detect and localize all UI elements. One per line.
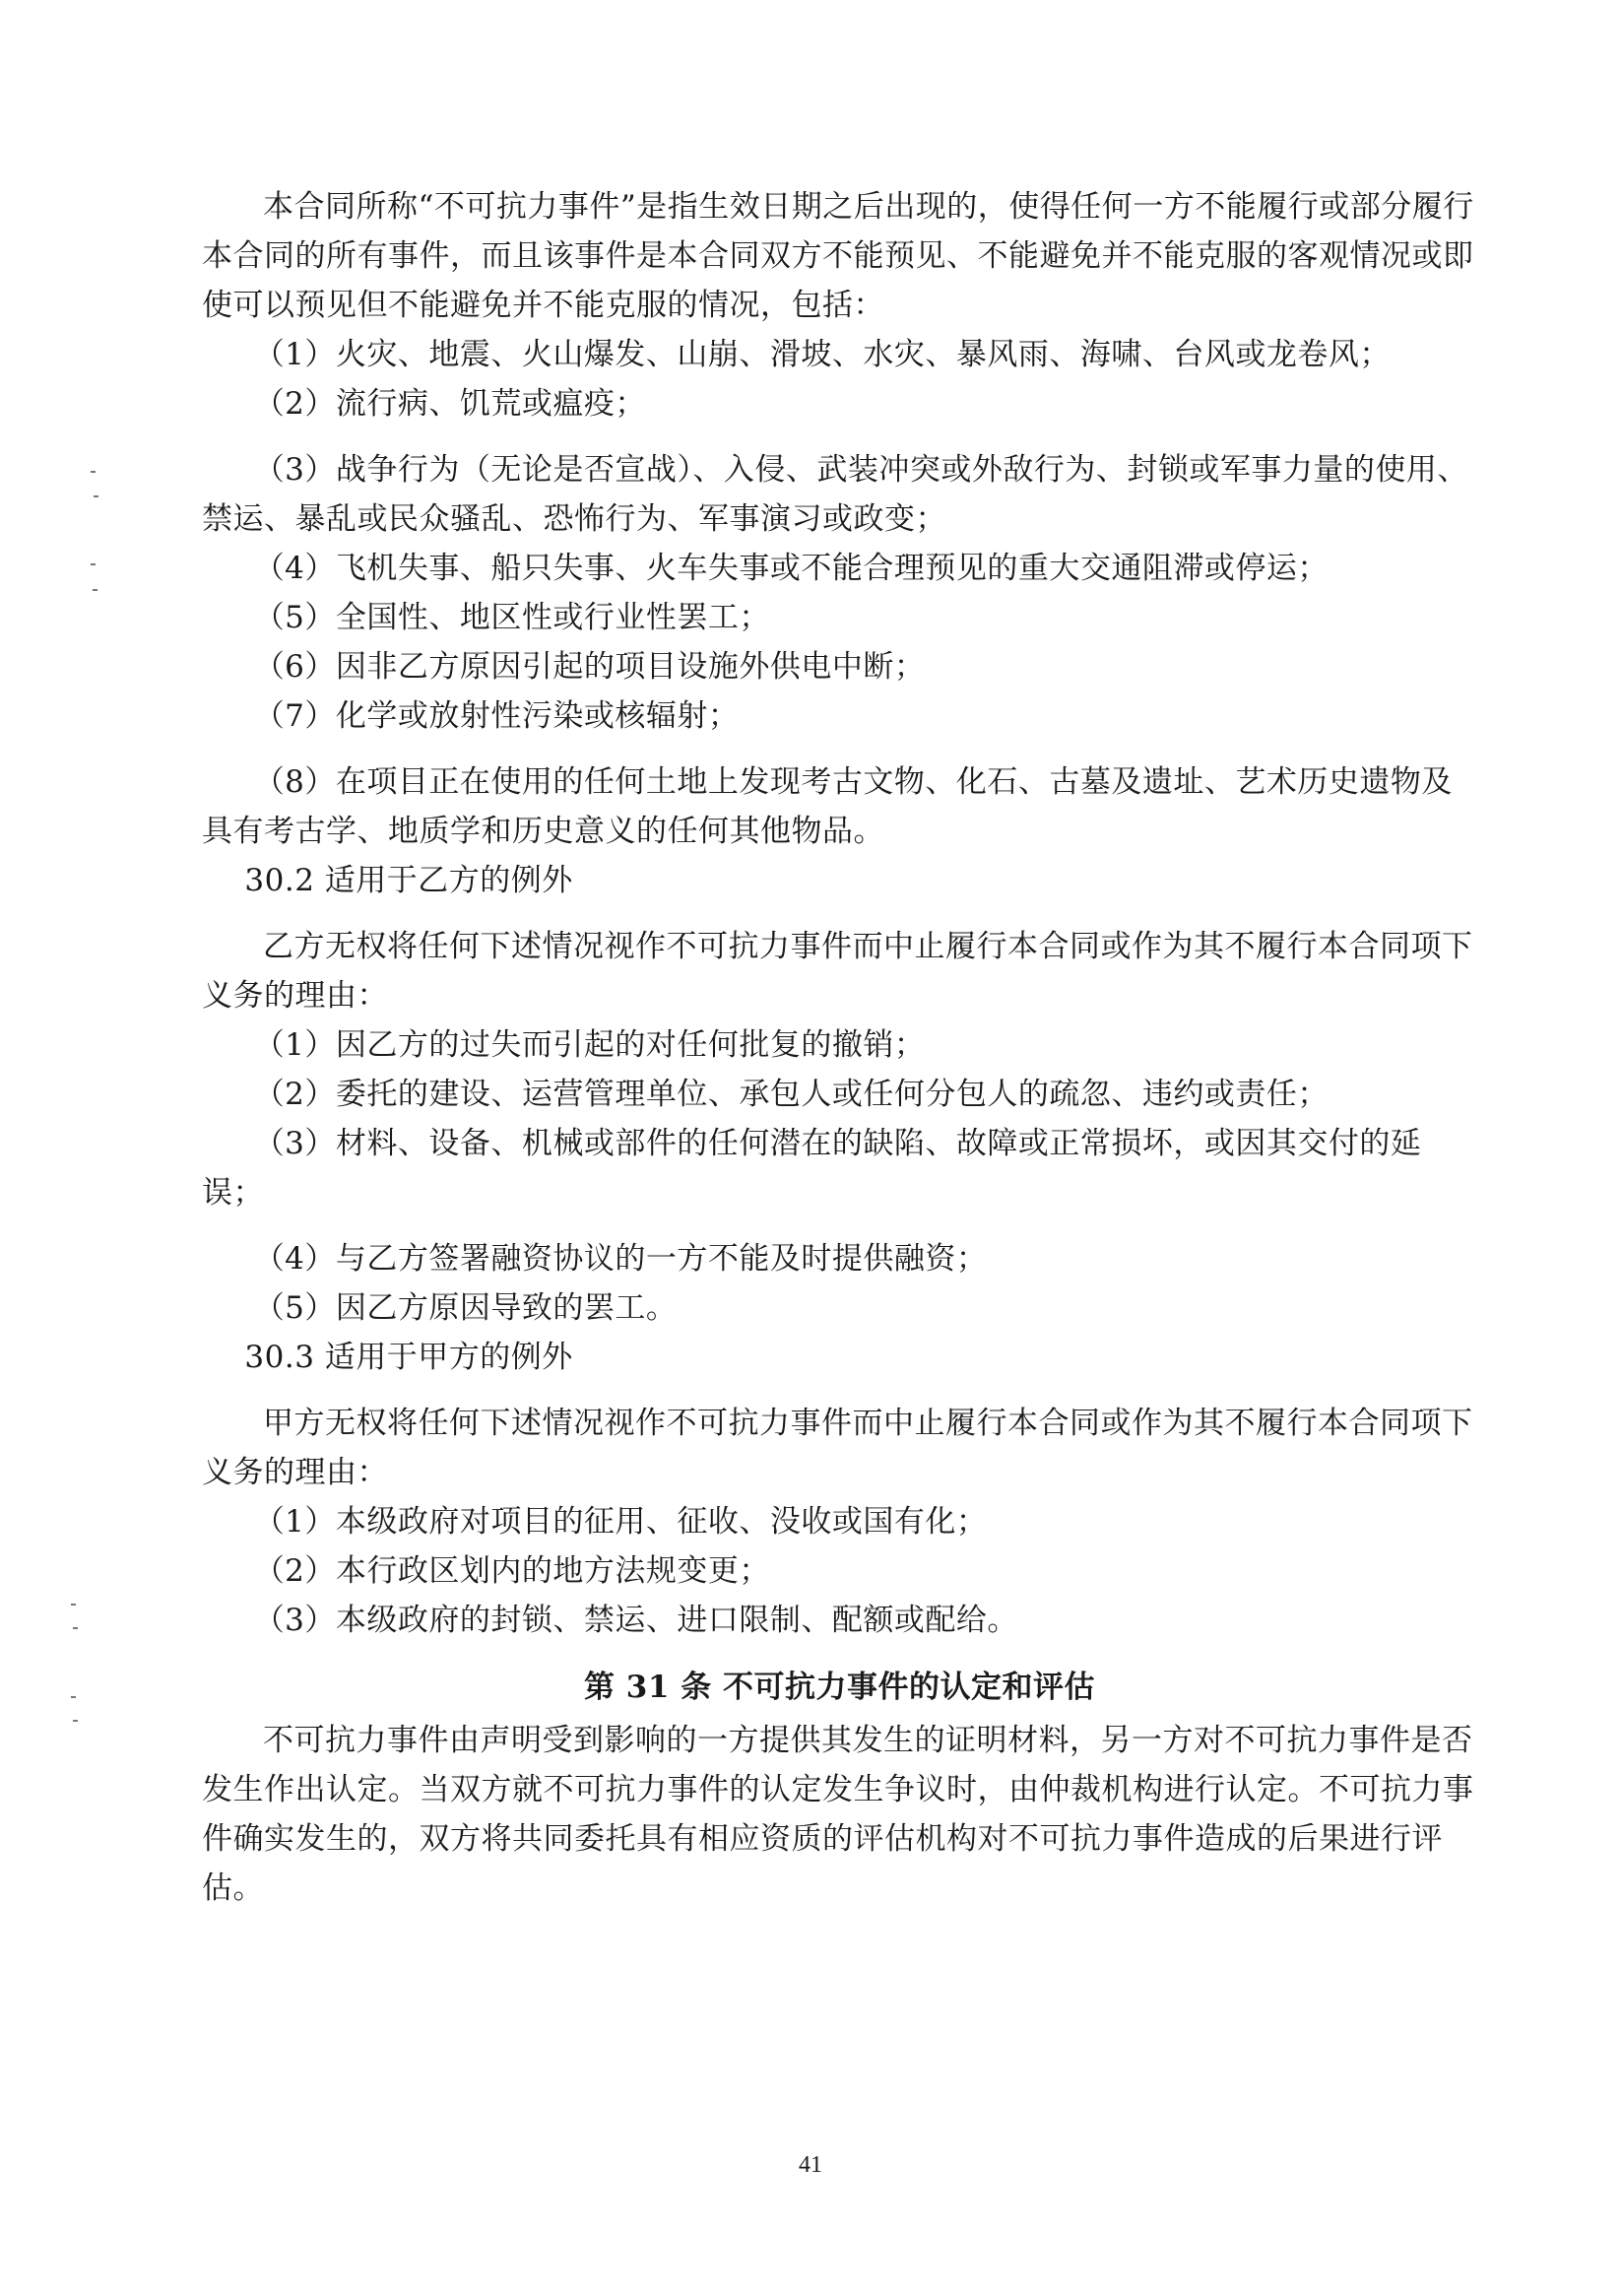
list-item: （7）化学或放射性污染或核辐射； xyxy=(253,698,740,734)
scan-artifact xyxy=(71,1604,76,1606)
list-item: （1）本级政府对项目的征用、征收、没收或国有化； xyxy=(253,1504,988,1540)
list-item: （2）本行政区划内的地方法规变更； xyxy=(253,1553,770,1589)
list-item: （4）与乙方签署融资协议的一方不能及时提供融资； xyxy=(253,1241,988,1277)
scan-artifact xyxy=(73,1720,78,1722)
scan-artifact xyxy=(91,471,96,473)
list-item: （3）材料、设备、机械或部件的任何潜在的缺陷、故障或正常损坏，或因其交付的延误； xyxy=(202,1126,1422,1211)
paragraph-party-b-exceptions: 乙方无权将任何下述情况视作不可抗力事件而中止履行本合同或作为其不履行本合同项下义务的理由： xyxy=(202,929,1473,1014)
paragraph-force-majeure-definition: 本合同所称“不可抗力事件”是指生效日期之后出现的，使得任何一方不能履行或部分履行本合同的所有事件，而且该事件是本合同双方不能预见、不能避免并不能克服的客观情况或即使可以预见但不能避免并不能克服的情况，包括： xyxy=(202,189,1474,323)
document-body xyxy=(202,182,1477,1913)
scan-artifact xyxy=(91,563,96,565)
article-31-heading: 第 31 条 不可抗力事件的认定和评估 xyxy=(583,1670,1095,1705)
list-item: （2）委托的建设、运营管理单位、承包人或任何分包人的疏忽、违约或责任； xyxy=(253,1077,1329,1112)
list-item: （6）因非乙方原因引起的项目设施外供电中断； xyxy=(253,649,926,685)
list-item: （5）全国性、地区性或行业性罢工； xyxy=(253,600,770,635)
scan-artifact xyxy=(71,1696,76,1698)
list-item: （8）在项目正在使用的任何土地上发现考古文物、化石、古墓及遗址、艺术历史遗物及具有考古学、地质学和历史意义的任何其他物品。 xyxy=(202,764,1453,849)
section-heading-30-3: 30.3 适用于甲方的例外 xyxy=(244,1340,573,1375)
list-item: （3）战争行为（无论是否宣战）、入侵、武装冲突或外敌行为、封锁或军事力量的使用、禁运、暴乱或民众骚乱、恐怖行为、军事演习或政变； xyxy=(202,452,1468,537)
scan-artifact xyxy=(93,589,97,591)
list-item: （2）流行病、饥荒或瘟疫； xyxy=(253,386,646,422)
list-item: （4）飞机失事、船只失事、火车失事或不能合理预见的重大交通阻滞或停运； xyxy=(253,551,1329,586)
section-heading-30-2: 30.2 适用于乙方的例外 xyxy=(244,863,573,898)
scan-artifact xyxy=(73,1627,78,1629)
paragraph-force-majeure-assessment: 不可抗力事件由声明受到影响的一方提供其发生的证明材料，另一方对不可抗力事件是否发生作出认定。当双方就不可抗力事件的认定发生争议时，由仲裁机构进行认定。不可抗力事件确实发生的，双方将共同委托具有相应资质的评估机构对不可抗力事件造成的后果进行评估。 xyxy=(202,1723,1474,1906)
scan-artifact xyxy=(94,495,98,497)
page-number: 41 xyxy=(799,2152,822,2178)
list-item: （5）因乙方原因导致的罢工。 xyxy=(253,1290,678,1326)
list-item: （3）本级政府的封锁、禁运、进口限制、配额或配给。 xyxy=(253,1603,1018,1638)
list-item: （1）火灾、地震、火山爆发、山崩、滑坡、水灾、暴风雨、海啸、台风或龙卷风； xyxy=(253,337,1391,372)
paragraph-party-a-exceptions: 甲方无权将任何下述情况视作不可抗力事件而中止履行本合同或作为其不履行本合同项下义务的理由： xyxy=(202,1406,1473,1490)
list-item: （1）因乙方的过失而引起的对任何批复的撤销； xyxy=(253,1027,926,1063)
